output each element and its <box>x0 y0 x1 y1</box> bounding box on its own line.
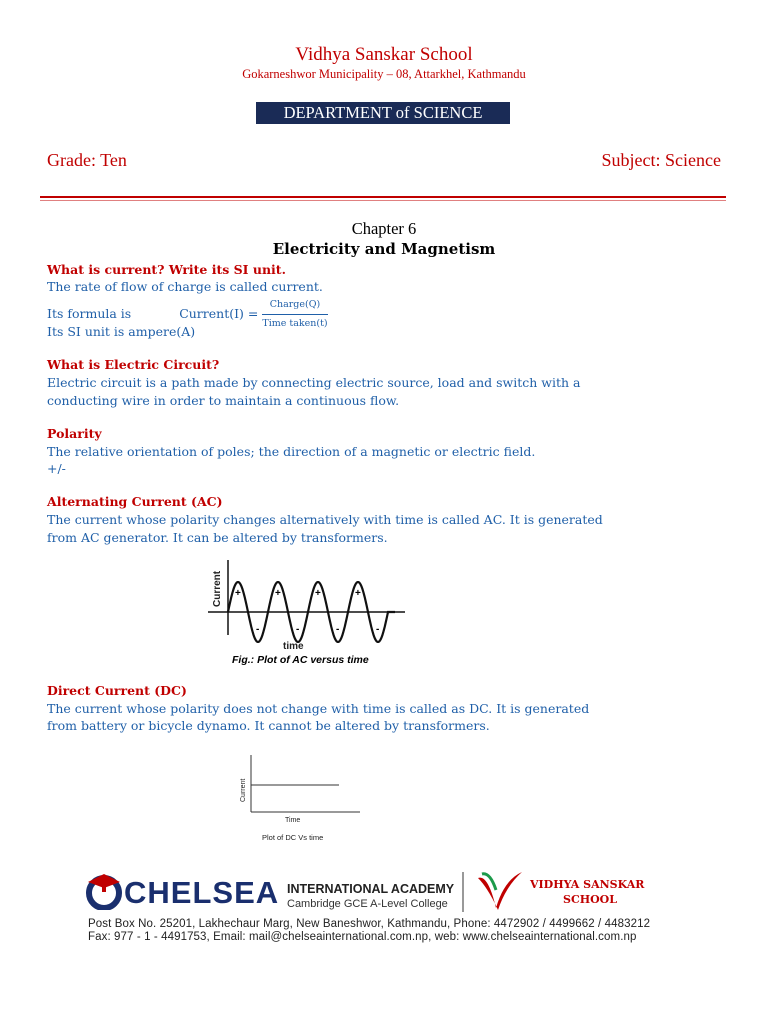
chelsea-subtitle-2: Cambridge GCE A-Level College <box>287 898 448 910</box>
polarity-heading: Polarity <box>47 426 102 441</box>
vidhya-sanskar-logo-icon <box>474 868 524 912</box>
formula-numerator: Charge(Q) <box>262 296 327 315</box>
ac-x-label: time <box>283 641 304 652</box>
dc-line-2: from battery or bicycle dynamo. It cannot be altered by transformers. <box>47 718 490 733</box>
polarity-line-1: The relative orientation of poles; the direction of a magnetic or electric field. <box>47 444 536 459</box>
formula-denominator: Time taken(t) <box>262 318 328 329</box>
ac-line-1: The current whose polarity changes alternatively with time is called AC. It is generated <box>47 512 603 527</box>
department-banner: DEPARTMENT of SCIENCE <box>256 102 510 124</box>
formula-label: Its formula is <box>47 306 132 321</box>
vss-name-line-2: SCHOOL <box>563 893 617 906</box>
ac-plot <box>205 555 415 670</box>
dc-plot <box>225 750 375 850</box>
ac-caption: Fig.: Plot of AC versus time <box>232 654 369 666</box>
circuit-line-2: conducting wire in order to maintain a continuous flow. <box>47 393 400 408</box>
ac-plus-mark: + <box>315 588 321 599</box>
chelsea-subtitle-1: INTERNATIONAL ACADEMY <box>287 882 455 896</box>
dc-heading: Direct Current (DC) <box>47 683 187 698</box>
formula-lhs: Current(I) = <box>179 306 259 321</box>
ac-line-2: from AC generator. It can be altered by transformers. <box>47 530 388 545</box>
footer-contact-2: Fax: 977 - 1 - 4491753, Email: mail@chelseainternational.com.np, web: www.chelseainternational.com.np <box>88 931 637 943</box>
ac-plus-mark: + <box>235 588 241 599</box>
ac-plus-mark: + <box>275 588 281 599</box>
footer-contact-1: Post Box No. 25201, Lakhechaur Marg, New Baneshwor, Kathmandu, Phone: 4472902 / 4499662 / 4483212 <box>88 918 651 930</box>
dc-x-label: Time <box>285 817 301 824</box>
grade-label: Grade: Ten <box>47 150 127 170</box>
circuit-line-1: Electric circuit is a path made by connecting electric source, load and switch with a <box>47 375 581 390</box>
current-si-unit: Its SI unit is ampere(A) <box>47 324 196 339</box>
ac-minus-mark: - <box>376 624 380 635</box>
chapter-title: Electricity and Magnetism <box>272 240 496 258</box>
footer-logo-divider <box>462 872 464 912</box>
subject-label: Subject: Science <box>601 150 721 170</box>
dc-y-label: Current <box>240 778 247 802</box>
ac-plus-mark: + <box>355 588 361 599</box>
chelsea-logo-icon <box>86 872 122 910</box>
ac-y-label: Current <box>212 570 223 607</box>
header-divider-thin <box>40 200 726 201</box>
ac-minus-mark: - <box>336 624 340 635</box>
formula-fraction <box>262 296 327 333</box>
current-definition: The rate of flow of charge is called current. <box>47 279 323 294</box>
current-heading: What is current? Write its SI unit. <box>47 262 286 277</box>
ac-heading: Alternating Current (AC) <box>47 494 223 509</box>
school-address: Gokarneshwor Municipality – 08, Attarkhel, Kathmandu <box>242 67 526 81</box>
chapter-number: Chapter 6 <box>351 219 417 238</box>
ac-minus-mark: - <box>296 624 300 635</box>
circuit-heading: What is Electric Circuit? <box>47 357 220 372</box>
ac-minus-mark: - <box>256 624 260 635</box>
vss-name-line-1: VIDHYA SANSKAR <box>530 878 645 891</box>
dc-caption: Plot of DC Vs time <box>262 833 324 842</box>
chelsea-wordmark: CHELSEA <box>124 875 280 910</box>
school-name: Vidhya Sanskar School <box>295 44 473 65</box>
polarity-line-2: +/- <box>47 461 66 476</box>
dc-line-1: The current whose polarity does not change with time is called as DC. It is generated <box>47 701 590 716</box>
header-divider <box>40 196 726 198</box>
